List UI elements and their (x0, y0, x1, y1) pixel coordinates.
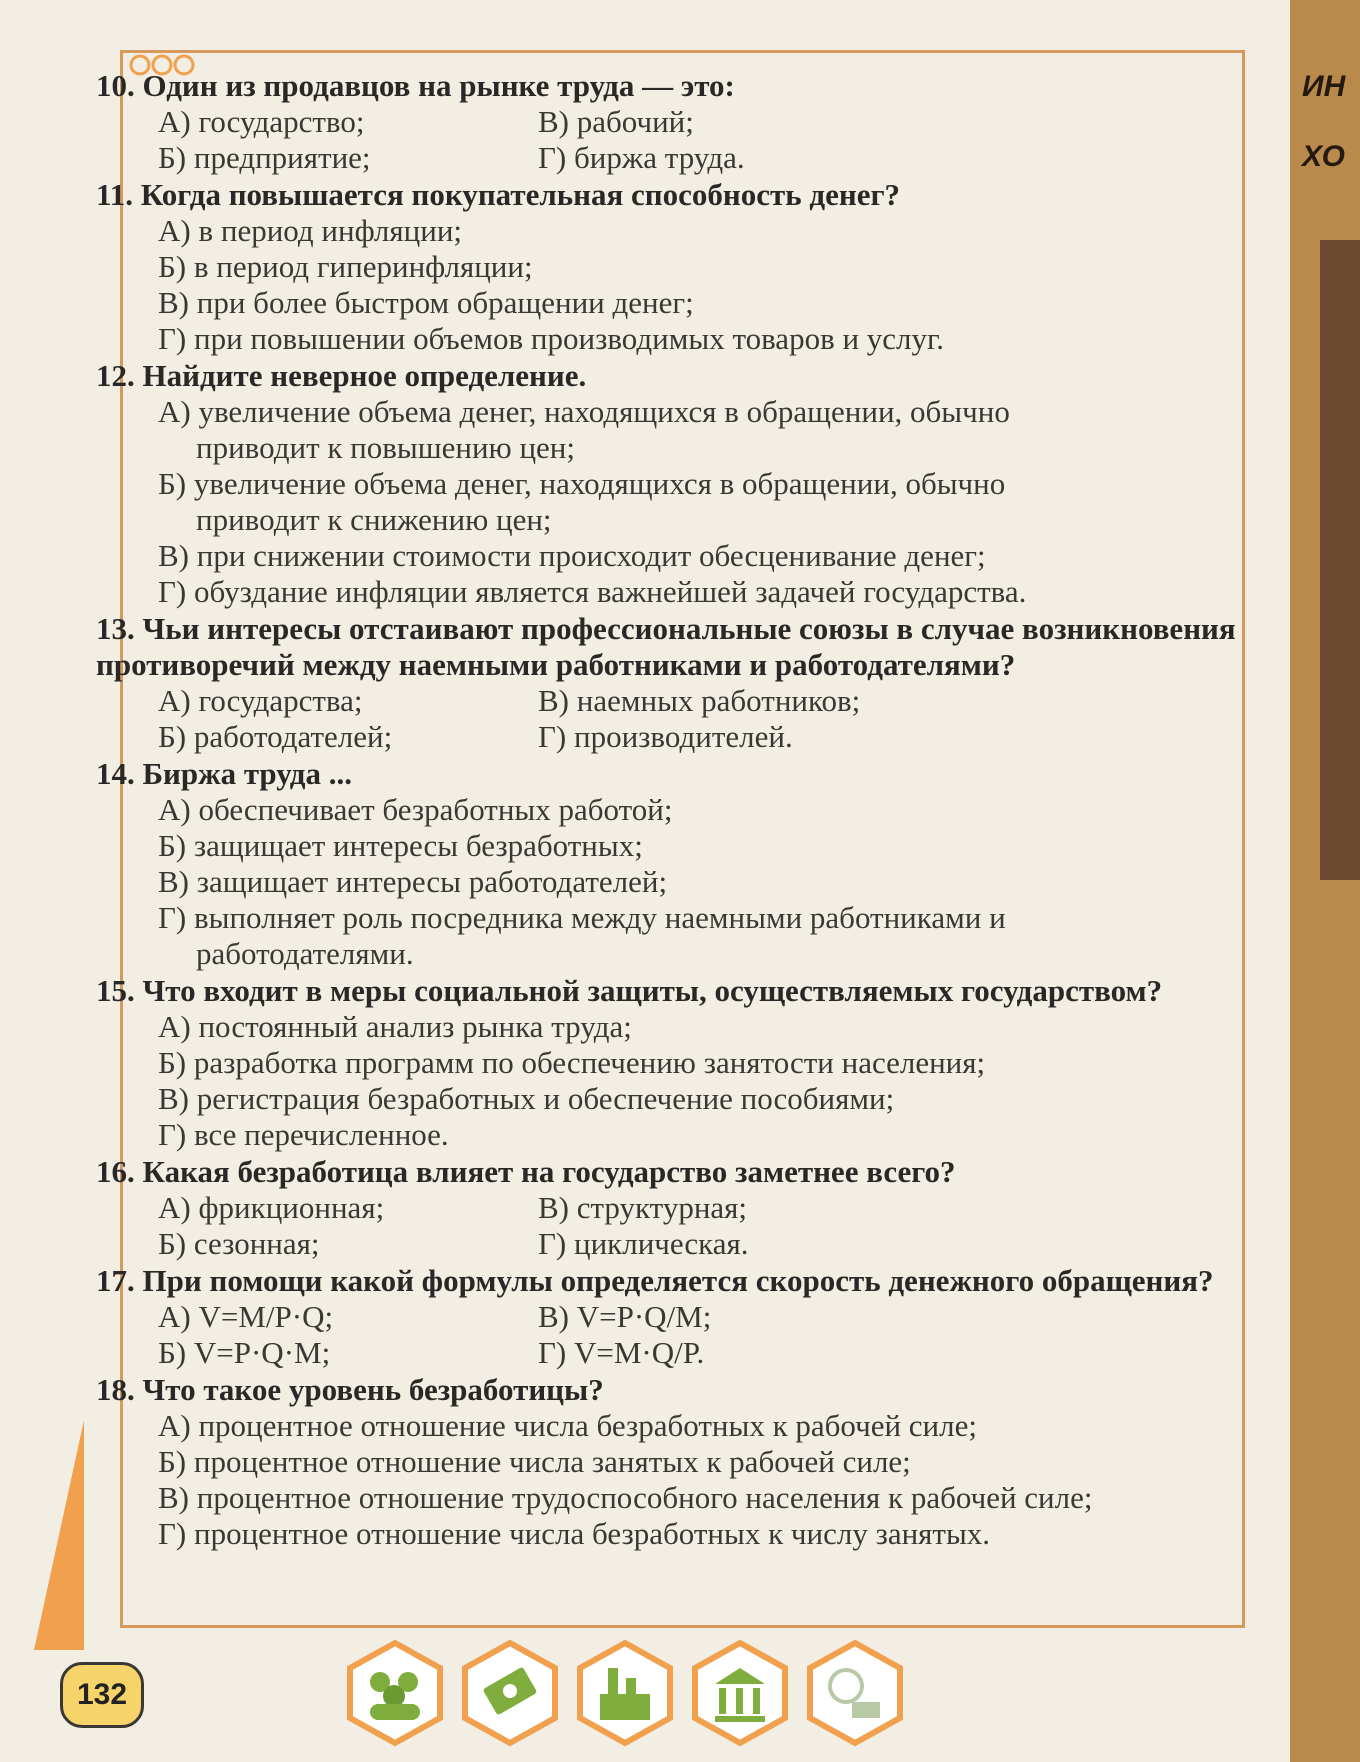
factory-icon (570, 1638, 680, 1748)
answer-option: Г) при повышении объемов производимых товаров и услуг. (158, 321, 944, 356)
question-title: 17. При помощи какой формулы определяется скорость денежного обращения? (96, 1263, 1214, 1298)
question-title: 15. Что входит в меры социальной защиты, осуществляемых государством? (96, 973, 1163, 1008)
question-title: 11. Когда повышается покупательная способность денег? (96, 177, 901, 212)
question-title: 13. Чьи интересы отстаивают профессиональные союзы в случае возникновения противоречий между наемными работниками и работодателями? (96, 611, 1236, 682)
answer-options (96, 1299, 1256, 1371)
answer-option: В) при снижении стоимости происходит обесценивание денег; (158, 538, 986, 573)
page-footer (0, 1630, 1290, 1762)
answer-option: Г) биржа труда. (538, 140, 745, 175)
answer-option: В) V=P·Q/M; (538, 1299, 712, 1334)
answer-option: работодателями. (196, 936, 414, 971)
question-block (96, 756, 1256, 972)
answer-option: Б) защищает интересы безработных; (158, 828, 643, 863)
answer-option: Б) предприятие; (158, 140, 371, 175)
answer-option: А) V=M/P·Q; (158, 1299, 334, 1334)
answer-option: Г) выполняет роль посредника между наемными работниками и (158, 900, 1006, 935)
answer-option: Г) V=M·Q/P. (538, 1335, 705, 1370)
people-icon (340, 1638, 450, 1748)
answer-options (96, 683, 1256, 755)
question-title: 16. Какая безработица влияет на государство заметнее всего? (96, 1154, 956, 1189)
question-block (96, 68, 1256, 176)
answer-option: В) процентное отношение трудоспособного населения к рабочей силе; (158, 1480, 1093, 1515)
answer-option: Б) сезонная; (158, 1226, 320, 1261)
questions-list (96, 68, 1256, 1553)
money-icon (455, 1638, 565, 1748)
question-title: 14. Биржа труда ... (96, 756, 352, 791)
corner-decoration (34, 1420, 84, 1650)
page-number: 132 (60, 1662, 144, 1728)
question-title: 18. Что такое уровень безработицы? (96, 1372, 604, 1407)
answer-option: Г) циклическая. (538, 1226, 749, 1261)
neighbor-text: ХО (1302, 140, 1345, 173)
answer-option: приводит к снижению цен; (196, 502, 552, 537)
question-block (96, 1263, 1256, 1371)
answer-option: А) обеспечивает безработных работой; (158, 792, 673, 827)
answer-option: Б) увеличение объема денег, находящихся в обращении, обычно (158, 466, 1006, 501)
answer-option: Б) процентное отношение числа занятых к рабочей силе; (158, 1444, 911, 1479)
question-block (96, 358, 1256, 610)
answer-option: А) процентное отношение числа безработных к рабочей силе; (158, 1408, 977, 1443)
question-block (96, 177, 1256, 357)
answer-option: В) рабочий; (538, 104, 694, 139)
answer-option: Г) обуздание инфляции является важнейшей задачей государства. (158, 574, 1027, 609)
answer-option: А) государство; (158, 104, 365, 139)
answer-option: А) фрикционная; (158, 1190, 385, 1225)
bank-icon (685, 1638, 795, 1748)
neighbor-text: ИН (1302, 70, 1346, 103)
neighbor-page (1290, 0, 1360, 1762)
question-block (96, 973, 1256, 1153)
answer-option: Б) V=P·Q·M; (158, 1335, 331, 1370)
answer-option: Г) процентное отношение числа безработных к числу занятых. (158, 1516, 991, 1551)
answer-option: Г) все перечисленное. (158, 1117, 449, 1152)
globe-truck-icon (800, 1638, 910, 1748)
neighbor-photo (1320, 240, 1360, 880)
answer-options (96, 1190, 1256, 1262)
question-title: 10. Один из продавцов на рынке труда — это: (96, 68, 735, 103)
question-block (96, 1372, 1256, 1552)
answer-option: А) государства; (158, 683, 363, 718)
answer-option: А) увеличение объема денег, находящихся в обращении, обычно (158, 394, 1010, 429)
answer-options (96, 104, 1256, 176)
answer-option: А) постоянный анализ рынка труда; (158, 1009, 632, 1044)
answer-option: Б) работодателей; (158, 719, 393, 754)
answer-option: Б) в период гиперинфляции; (158, 249, 533, 284)
answer-option: приводит к повышению цен; (196, 430, 576, 465)
answer-option: В) защищает интересы работодателей; (158, 864, 668, 899)
answer-option: В) при более быстром обращении денег; (158, 285, 694, 320)
question-block (96, 1154, 1256, 1262)
answer-option: В) регистрация безработных и обеспечение пособиями; (158, 1081, 895, 1116)
question-block (96, 611, 1256, 755)
answer-option: А) в период инфляции; (158, 213, 463, 248)
answer-option: В) структурная; (538, 1190, 748, 1225)
answer-option: В) наемных работников; (538, 683, 861, 718)
answer-option: Г) производителей. (538, 719, 793, 754)
question-title: 12. Найдите неверное определение. (96, 358, 587, 393)
answer-option: Б) разработка программ по обеспечению занятости населения; (158, 1045, 986, 1080)
